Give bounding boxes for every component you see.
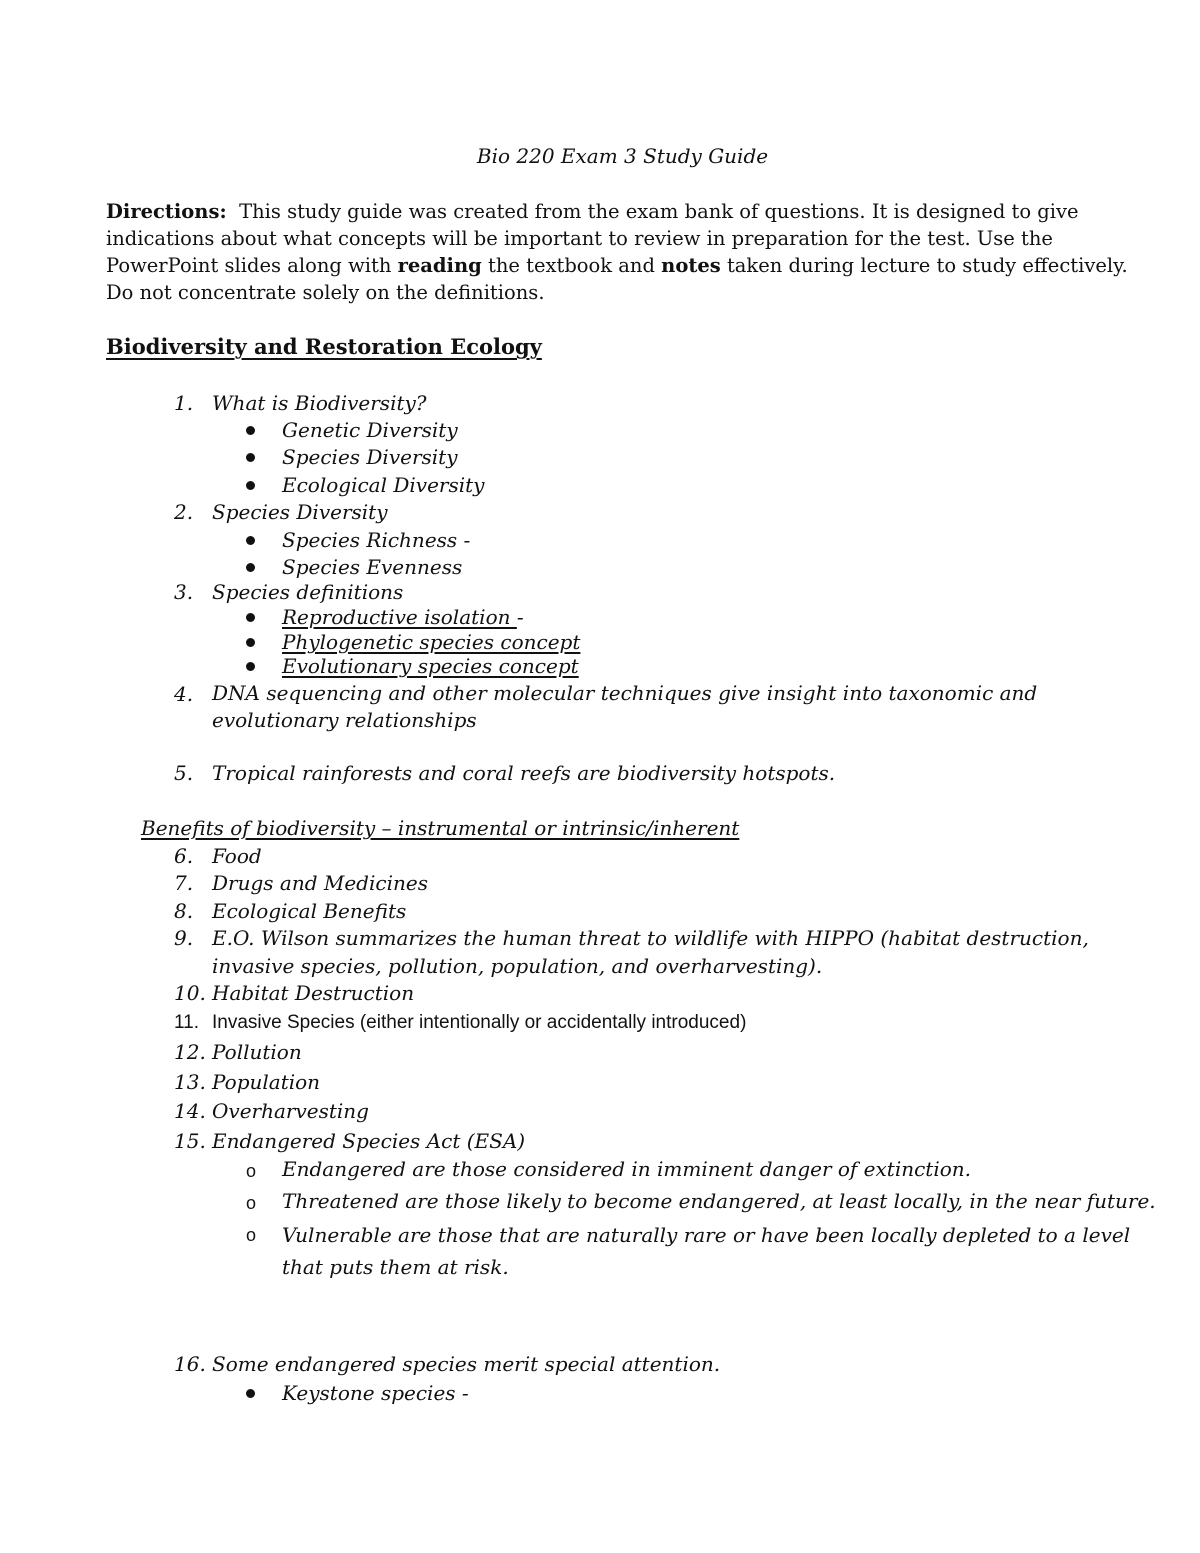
item-number: 14. (174, 1099, 206, 1123)
sub-list-item: Genetic Diversity (282, 418, 458, 442)
bullet-icon (246, 1379, 255, 1407)
bullet-icon (246, 443, 255, 471)
item-number: 4. (174, 682, 194, 706)
sub-list-item: Species Diversity (282, 445, 458, 469)
item-number: 12. (174, 1040, 206, 1064)
sub-list-item: Species Evenness (282, 555, 463, 579)
circle-bullet-icon: o (246, 1161, 257, 1181)
document-title: Bio 220 Exam 3 Study Guide (476, 144, 769, 168)
list-item: DNA sequencing and other molecular techniques give insight into taxonomic and evolutionary relationships (212, 681, 1038, 732)
directions-bold-reading: reading (397, 254, 482, 277)
list-item: E.O. Wilson summarizes the human threat to wildlife with HIPPO (habitat destruction, invasive species, pollution, population, and overharvesting). (212, 926, 1089, 978)
sub-list-item-text: Reproductive isolation (282, 605, 517, 629)
benefits-heading: Benefits of biodiversity – instrumental or intrinsic/inherent (141, 816, 740, 840)
list-item: Tropical rainforests and coral reefs are biodiversity hotspots. (212, 761, 836, 785)
item-number: 15. (174, 1129, 206, 1153)
sub-list-item: Phylogenetic species concept (282, 630, 581, 654)
list-item: Drugs and Medicines (212, 871, 428, 895)
bullet-icon (246, 603, 255, 631)
list-item: Food (212, 844, 262, 868)
sub-list-item: Species Richness - (282, 528, 471, 552)
sub-list-item: Threatened are those likely to become endangered, at least locally, in the near future. (282, 1189, 1156, 1213)
list-item: Ecological Benefits (212, 899, 407, 923)
list-item: Invasive Species (either intentionally or accidentally introduced) (212, 1012, 747, 1033)
item-number: 13. (174, 1070, 206, 1094)
item-number: 1. (174, 391, 194, 415)
sub-list-item: Keystone species - (282, 1381, 469, 1405)
item-number: 11. (174, 1012, 200, 1033)
circle-bullet-icon: o (246, 1193, 257, 1213)
list-item: Overharvesting (212, 1099, 369, 1123)
section-heading: Biodiversity and Restoration Ecology (106, 334, 542, 359)
directions-label: Directions: (106, 200, 227, 223)
item-number: 7. (174, 871, 194, 895)
list-item: Endangered Species Act (ESA) (212, 1129, 526, 1153)
sub-list-item (282, 603, 524, 631)
item-number: 6. (174, 844, 194, 868)
sub-list-item: Endangered are those considered in imminent danger of extinction. (282, 1157, 972, 1181)
list-item: Pollution (212, 1040, 302, 1064)
item-number: 9. (174, 926, 194, 950)
bullet-icon (246, 471, 255, 499)
sub-list-item: Ecological Diversity (282, 473, 485, 497)
directions-text-2: the textbook and (481, 254, 662, 277)
item-number: 5. (174, 761, 194, 785)
bullet-icon (246, 553, 255, 581)
item-number: 16. (174, 1352, 206, 1376)
circle-bullet-icon: o (246, 1225, 257, 1245)
item-number: 2. (174, 500, 194, 524)
bullet-icon (246, 526, 255, 554)
list-item: Habitat Destruction (212, 981, 415, 1005)
list-item: Some endangered species merit special attention. (212, 1352, 721, 1376)
list-item: Species definitions (212, 580, 404, 604)
directions-paragraph (106, 198, 1146, 306)
item-number: 8. (174, 899, 194, 923)
item-number: 3. (174, 580, 194, 604)
item-number: 10. (174, 981, 206, 1005)
list-item: What is Biodiversity? (212, 391, 427, 415)
sub-list-item: Evolutionary species concept (282, 654, 579, 678)
sub-list-item: Vulnerable are those that are naturally rare or have been locally depleted to a level that puts them at risk. (282, 1223, 1131, 1279)
list-item: Population (212, 1070, 321, 1094)
bullet-icon (246, 652, 255, 680)
directions-text-3: taken during lecture to study effectively. Do not concentrate solely on the definitions. (106, 254, 1128, 304)
directions-text-1: This study guide was created from the exam bank of questions. It is designed to give indications about what concepts will be important to review in preparation for the test. Use the PowerPoint slides along with (106, 200, 1079, 277)
sub-list-item-suffix: - (516, 605, 524, 629)
bullet-icon (246, 416, 255, 444)
directions-bold-notes: notes (661, 254, 721, 277)
list-item: Species Diversity (212, 500, 388, 524)
